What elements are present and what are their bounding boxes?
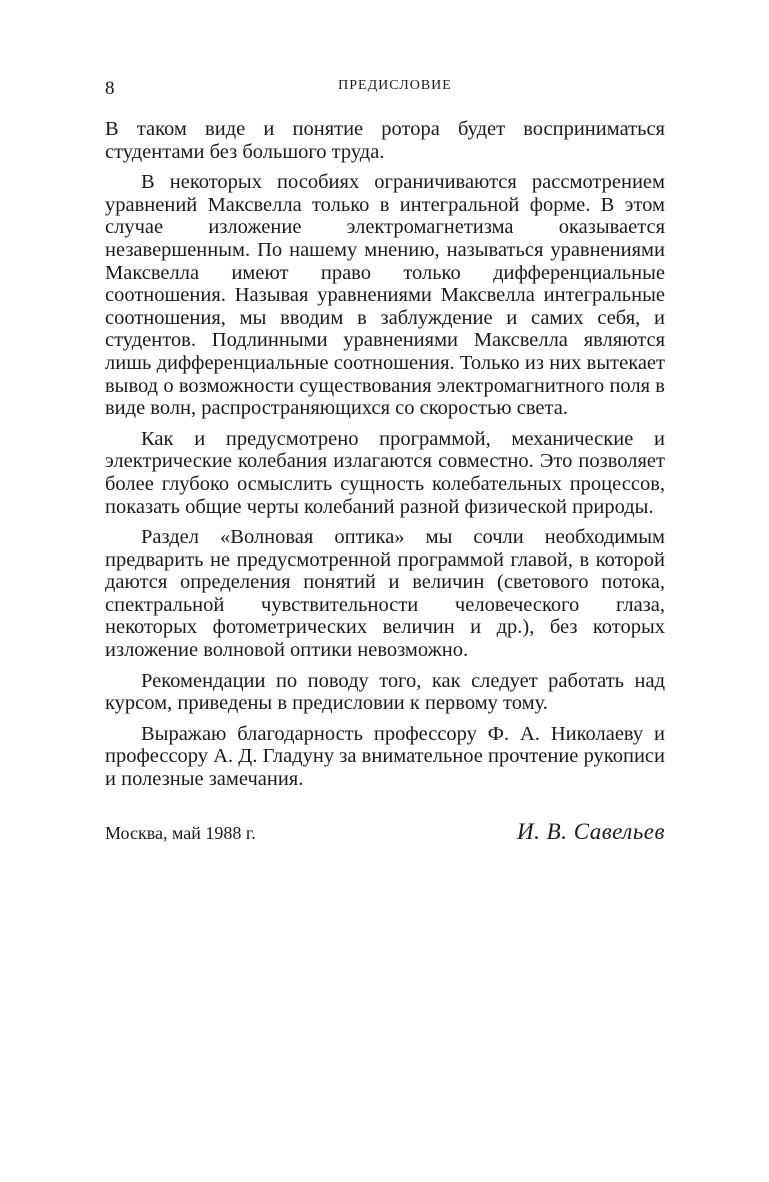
paragraph-2: В некоторых пособиях ограничиваются рассмотрением уравнений Максвелла только в интегральной форме. В этом случае изложение электромагнетизма оказывается незавершенным. По нашему мнению, называться уравнениями Максвелла имеют право только дифференциальные соотношения. Называя уравнениями Максвелла интегральные соотношения, мы вводим в заблуждение и самих себя, и студентов. Подлинными уравнениями Максвелла являются лишь дифференциальные соотношения. Только из них вытекает вывод о возможности существования электромагнитного поля в виде волн, распространяющихся со скоростью света. xyxy=(105,171,665,420)
book-page xyxy=(105,72,665,849)
page-number: 8 xyxy=(105,78,115,99)
paragraph-3: Как и предусмотрено программой, механические и электрические колебания излагаются совместно. Это позволяет более глубоко осмыслить сущность колебательных процессов, показать общие черты колебаний разной физической природы. xyxy=(105,427,665,518)
place-date: Москва, май 1988 г. xyxy=(105,822,256,843)
page-header xyxy=(105,72,665,106)
body-text xyxy=(105,118,665,791)
paragraph-6: Выражаю благодарность профессору Ф. А. Николаеву и профессору А. Д. Гладуну за внимательное прочтение рукописи и полезные замечания. xyxy=(105,722,665,791)
paragraph-4: Раздел «Волновая оптика» мы сочли необходимым предварить не предусмотренной программой главой, в которой даются определения понятий и величин (светового потока, спектральной чувствительности человеческого глаза, некоторых фотометрических величин и др.), без которых изложение волновой оптики невозможно. xyxy=(105,526,665,662)
paragraph-5: Рекомендации по поводу того, как следует работать над курсом, приведены в предисловии к первому тому. xyxy=(105,669,665,715)
running-title: ПРЕДИСЛОВИЕ xyxy=(338,78,452,93)
paragraph-1: В таком виде и понятие ротора будет восприниматься студентами без большого труда. xyxy=(105,118,665,163)
author-name: И. В. Савельев xyxy=(517,818,665,844)
signature-block xyxy=(105,819,665,849)
